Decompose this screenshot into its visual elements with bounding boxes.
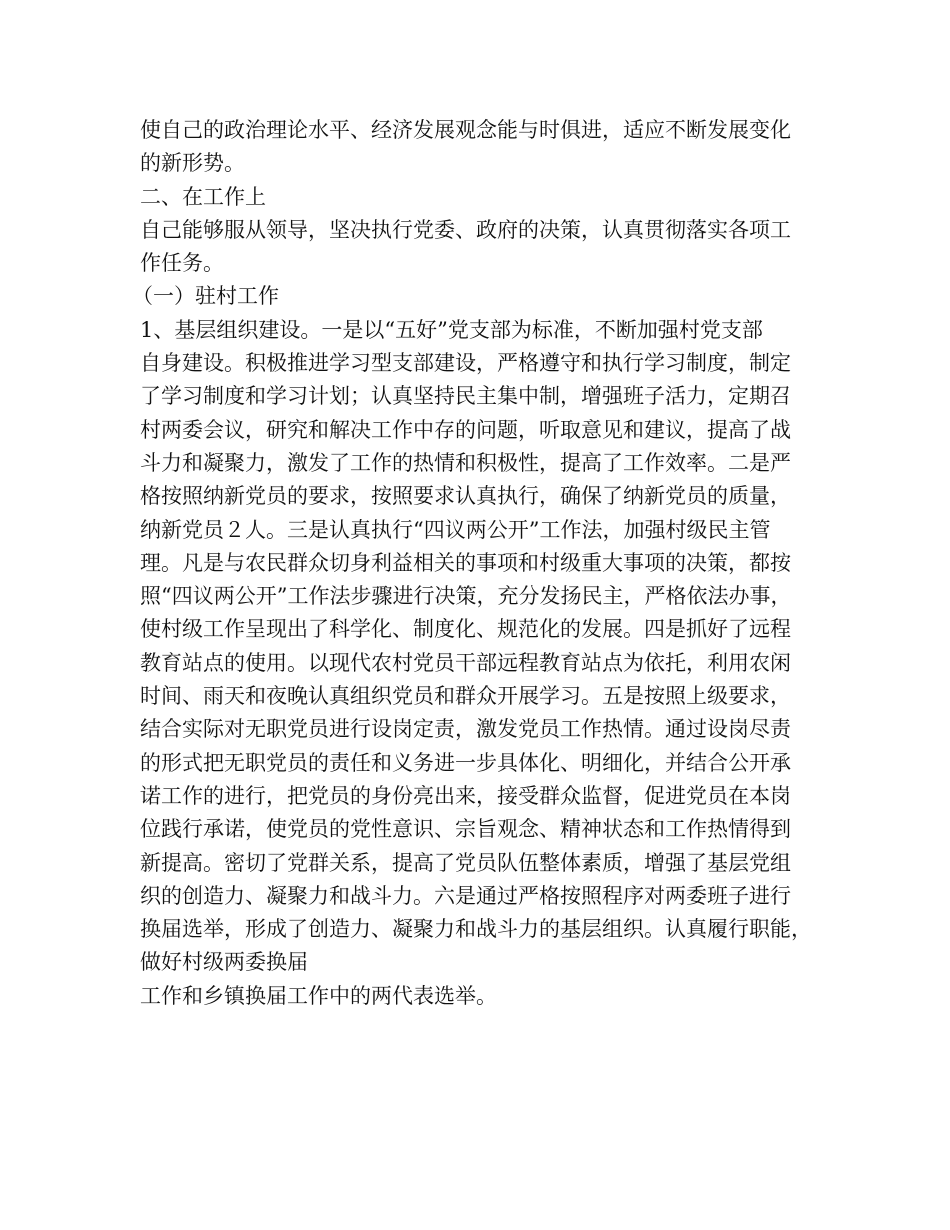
- section-heading: 二、在工作上: [140, 184, 266, 209]
- text-line: 位践行承诺，使党员的党性意识、宗旨观念、精神状态和工作热情得到: [140, 817, 791, 842]
- text-line: 工作和乡镇换届工作中的两代表选举。: [140, 983, 497, 1008]
- text-line: 自身建设。积极推进学习型支部建设，严格遵守和执行学习制度，制定: [140, 351, 791, 376]
- text-line: 诺工作的进行，把党员的身份亮出来，接受群众监督，促进党员在本岗: [140, 783, 791, 808]
- text-line: 的新形势。: [140, 151, 245, 176]
- text-line: 时间、雨天和夜晚认真组织党员和群众开展学习。五是按照上级要求，: [140, 684, 791, 709]
- text-line: 斗力和凝聚力，激发了工作的热情和积极性，提高了工作效率。二是严: [140, 450, 791, 475]
- text-line: 新提高。密切了党群关系，提高了党员队伍整体素质，增强了基层党组: [140, 850, 791, 875]
- text-line: 1、基层组织建设。一是以“五好”党支部为标准，不断加强村党支部: [140, 317, 763, 342]
- text-line: 织的创造力、凝聚力和战斗力。六是通过严格按照程序对两委班子进行: [140, 883, 791, 908]
- text-line: 做好村级两委换届: [140, 950, 308, 975]
- text-line: 村两委会议，研究和解决工作中存的问题，听取意见和建议，提高了战: [140, 417, 791, 442]
- text-line: 使自己的政治理论水平、经济发展观念能与时俱进，适应不断发展变化: [140, 118, 791, 142]
- text-line: 自己能够服从领导，坚决执行党委、政府的决策，认真贯彻落实各项工: [140, 217, 791, 242]
- text-line: 了学习制度和学习计划；认真坚持民主集中制，增强班子活力，定期召: [140, 384, 791, 409]
- text-line: 纳新党员２人。三是认真执行“四议两公开”工作法，加强村级民主管: [140, 517, 771, 542]
- text-line: 教育站点的使用。以现代农村党员干部远程教育站点为依托，利用农闲: [140, 650, 791, 675]
- text-line: 照“四议两公开”工作法步骤进行决策，充分发扬民主，严格依法办事，: [140, 584, 792, 609]
- subsection-heading: （一）驻村工作: [132, 284, 279, 309]
- text-line: 换届选举，形成了创造力、凝聚力和战斗力的基层组织。认真履行职能，: [140, 917, 812, 942]
- body-text: [132, 114, 820, 1013]
- text-line: 使村级工作呈现出了科学化、制度化、规范化的发展。四是抓好了远程: [140, 617, 791, 642]
- text-line: 理。凡是与农民群众切身利益相关的事项和村级重大事项的决策，都按: [140, 550, 791, 575]
- text-line: 格按照纳新党员的要求，按照要求认真执行，确保了纳新党员的质量，: [140, 484, 791, 509]
- text-line: 的形式把无职党员的责任和义务进一步具体化、明细化，并结合公开承: [140, 750, 791, 775]
- text-line: 作任务。: [140, 251, 224, 276]
- text-line: 结合实际对无职党员进行设岗定责，激发党员工作热情。通过设岗尽责: [140, 717, 791, 742]
